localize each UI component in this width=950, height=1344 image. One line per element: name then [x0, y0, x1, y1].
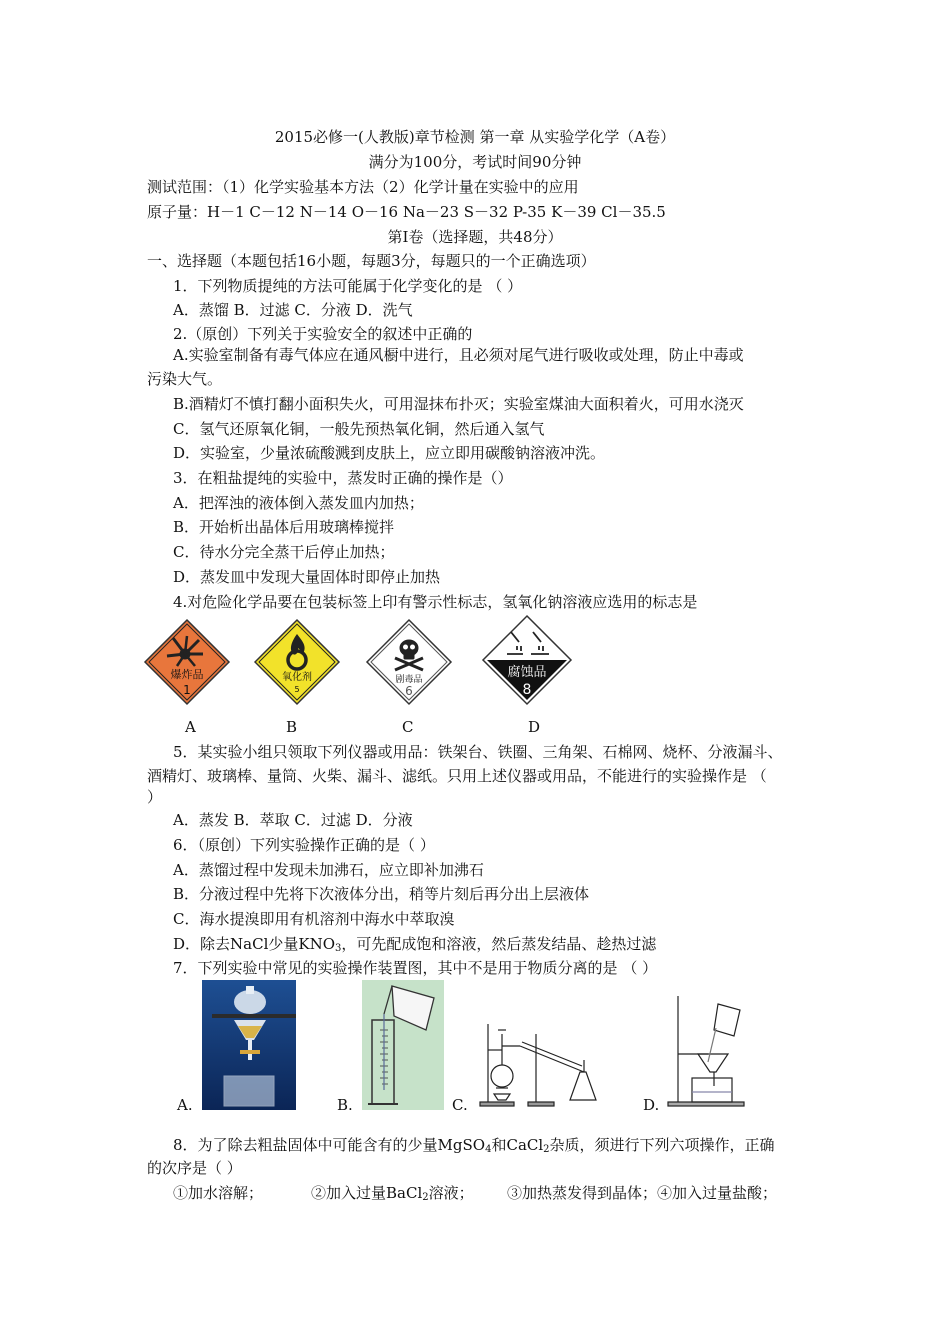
test-scope: 测试范围：（1）化学实验基本方法（2）化学计量在实验中的应用	[147, 178, 579, 196]
q2-option-a-line2: 污染大气。	[147, 370, 223, 388]
sign-b-number: 5	[294, 685, 300, 694]
q8-step-2: ②加入过量BaCl$_2$溶液；	[311, 1184, 474, 1203]
q2-stem: 2.（原创）下列关于实验安全的叙述中正确的	[173, 325, 473, 343]
q3-option-d: D．蒸发皿中发现大量固体时即停止加热	[173, 568, 441, 586]
atomic-masses: 原子量：H－1 C－12 N－14 O－16 Na－23 S－32 P-35 K－39 Cl－35.5	[147, 203, 666, 221]
q7-stem: 7．下列实验中常见的实验操作装置图，其中不是用于物质分离的是 （ ）	[173, 959, 658, 977]
q4-stem: 4.对危险化学品要在包装标签上印有警示性标志，氢氧化钠溶液应选用的标志是	[173, 593, 698, 611]
part-heading: 第Ⅰ卷（选择题，共48分）	[387, 228, 563, 246]
hazard-sign-toxic	[365, 618, 453, 706]
exam-title: 2015必修一(人教版)章节检测 第一章 从实验学化学（A卷）	[274, 128, 676, 146]
q7-letter-d: D.	[643, 1096, 660, 1114]
q5-options: A．蒸发 B．萃取 C．过滤 D．分液	[173, 811, 413, 829]
filtration-apparatus	[664, 992, 748, 1110]
q4-letter-c: C	[402, 718, 414, 736]
section-heading: 一、选择题（本题包括16小题，每题3分，每题只的一个正确选项）	[147, 252, 596, 270]
q2-option-c: C．氢气还原氧化铜，一般先预热氧化铜，然后通入氢气	[173, 420, 545, 438]
q4-letter-a: A	[185, 718, 196, 736]
q3-option-b: B．开始析出晶体后用玻璃棒搅拌	[173, 518, 395, 536]
sign-a-number: 1	[183, 683, 191, 697]
q6-stem: 6．（原创）下列实验操作正确的是（ ）	[173, 836, 435, 854]
exam-meta: 满分为100分，考试时间90分钟	[368, 153, 582, 171]
sign-c-label: 剧毒品	[395, 675, 423, 685]
q5-stem-line2: 酒精灯、玻璃棒、量筒、火柴、漏斗、滤纸。只用上述仪器或用品，不能进行的实验操作是 （	[147, 767, 767, 785]
q5-stem-line1: 5．某实验小组只领取下列仪器或用品：铁架台、铁圈、三角架、石棉网、烧杯、分液漏斗、	[173, 743, 783, 761]
hazard-sign-explosive	[143, 618, 231, 706]
q6-option-a: A．蒸馏过程中发现未加沸石，应立即补加沸石	[173, 861, 484, 879]
q1-stem: 1．下列物质提纯的方法可能属于化学变化的是 （ ）	[173, 277, 523, 295]
q5-stem-line3: ）	[147, 788, 163, 806]
q3-stem: 3．在粗盐提纯的实验中，蒸发时正确的操作是（）	[173, 469, 513, 487]
separatory-funnel-photo	[202, 980, 296, 1110]
q2-option-d: D．实验室，少量浓硫酸溅到皮肤上，应立即用碳酸钠溶液冲洗。	[173, 444, 606, 462]
q8-stem-line1: 8．为了除去粗盐固体中可能含有的少量MgSO$_4$和CaCl$_2$杂质，须进行下列六项操作，正确	[173, 1136, 775, 1155]
distillation-apparatus	[476, 1020, 608, 1110]
sign-c-number: 6	[405, 684, 413, 698]
q8-step-3-4: ③加热蒸发得到晶体；④加入过量盐酸；	[507, 1184, 778, 1202]
q8-step-1: ①加水溶解；	[173, 1184, 264, 1202]
graduated-cylinder-pouring	[362, 980, 444, 1110]
sign-a-label: 爆炸品	[170, 668, 204, 681]
q7-letter-c: C.	[452, 1096, 468, 1114]
q8-stem-line2: 的次序是（ ）	[147, 1159, 242, 1177]
sign-d-number: 8	[522, 682, 532, 698]
q2-option-b: B.酒精灯不慎打翻小面积失火，可用湿抹布扑灭；实验室煤油大面积着火，可用水浇灭	[173, 395, 744, 413]
q4-letter-d: D	[528, 718, 541, 736]
q3-option-a: A．把浑浊的液体倒入蒸发皿内加热；	[173, 494, 424, 512]
q6-option-d: D．除去NaCl少量$KNO_3$，可先配成饱和溶液，然后蒸发结晶、趁热过滤	[173, 935, 657, 954]
q3-option-c: C．待水分完全蒸干后停止加热；	[173, 543, 395, 561]
hazard-sign-oxidizer	[253, 618, 341, 706]
hazard-sign-corrosive	[481, 614, 573, 706]
q1-options: A．蒸馏 B．过滤 C．分液 D．洗气	[173, 301, 413, 319]
q6-option-b: B．分液过程中先将下次液体分出，稍等片刻后再分出上层液体	[173, 885, 590, 903]
sign-d-label: 腐蚀品	[507, 665, 547, 680]
q7-letter-a: A.	[177, 1096, 193, 1114]
q6-option-c: C．海水提溴即用有机溶剂中海水中萃取溴	[173, 910, 455, 928]
q4-letter-b: B	[286, 718, 298, 736]
sign-b-label: 氧化剂	[282, 672, 312, 683]
q2-option-a-line1: A.实验室制备有毒气体应在通风橱中进行，且必须对尾气进行吸收或处理，防止中毒或	[173, 346, 744, 364]
q7-letter-b: B.	[337, 1096, 353, 1114]
